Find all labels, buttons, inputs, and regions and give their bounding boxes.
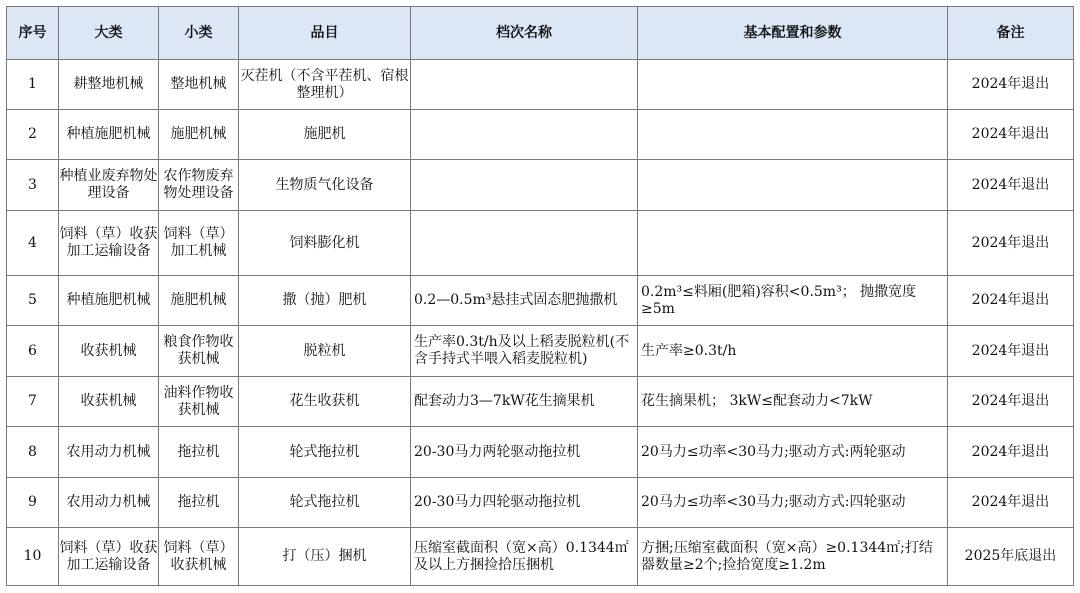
table-row bbox=[7, 326, 1074, 377]
cell-config bbox=[638, 110, 948, 160]
cell-category bbox=[59, 478, 159, 528]
cell-config-text: 方捆;压缩室截面积（宽×高）≥0.1344㎡;打结器数量≥2个;捡拾宽度≥1.2m bbox=[641, 539, 933, 573]
cell-no-text: 8 bbox=[28, 443, 37, 460]
cell-note-text: 2024年退出 bbox=[971, 393, 1050, 409]
cell-note bbox=[948, 377, 1074, 427]
cell-config-text: 20马力≤功率<30马力;驱动方式:两轮驱动 bbox=[641, 443, 906, 460]
cell-item bbox=[239, 110, 411, 160]
cell-category bbox=[59, 276, 159, 326]
cell-no-text: 7 bbox=[28, 393, 37, 409]
cell-category-text: 农用动力机械 bbox=[66, 443, 151, 460]
cell-subcategory-text: 农作物废弃物处理设备 bbox=[163, 168, 234, 201]
cell-category bbox=[59, 160, 159, 211]
cell-note-text: 2024年退出 bbox=[971, 126, 1050, 142]
cell-category-text: 收获机械 bbox=[80, 342, 137, 359]
cell-subcategory bbox=[159, 211, 239, 276]
header-config: 基本配置和参数 bbox=[638, 7, 948, 60]
table-row bbox=[7, 377, 1074, 427]
table-row bbox=[7, 60, 1074, 110]
cell-no bbox=[7, 377, 59, 427]
cell-config-text: 花生摘果机； 3kW≤配套动力<7kW bbox=[641, 393, 873, 409]
cell-item-text: 脱粒机 bbox=[303, 342, 346, 359]
table-header-row bbox=[7, 7, 1074, 60]
cell-item-text: 花生收获机 bbox=[289, 393, 360, 409]
cell-subcategory-text: 拖拉机 bbox=[177, 443, 220, 460]
cell-no-text: 4 bbox=[28, 234, 37, 251]
cell-subcategory-text: 油料作物收获机械 bbox=[163, 384, 234, 418]
cell-note bbox=[948, 276, 1074, 326]
cell-note bbox=[948, 160, 1074, 211]
cell-subcategory bbox=[159, 478, 239, 528]
cell-note-text: 2024年退出 bbox=[971, 234, 1050, 251]
machinery-exit-table bbox=[6, 6, 1074, 586]
cell-note bbox=[948, 60, 1074, 110]
cell-no bbox=[7, 110, 59, 160]
cell-no bbox=[7, 160, 59, 211]
cell-subcategory bbox=[159, 160, 239, 211]
cell-no bbox=[7, 478, 59, 528]
cell-category bbox=[59, 528, 159, 586]
cell-config-text: 生产率≥0.3t/h bbox=[641, 342, 737, 359]
cell-category bbox=[59, 60, 159, 110]
cell-item bbox=[239, 427, 411, 478]
cell-item-text: 饲料膨化机 bbox=[289, 234, 360, 251]
cell-note bbox=[948, 478, 1074, 528]
cell-grade bbox=[411, 110, 638, 160]
cell-note-text: 2024年退出 bbox=[971, 76, 1050, 92]
cell-subcategory-text: 饲料（草）加工机械 bbox=[163, 226, 234, 259]
cell-category-text: 种植施肥机械 bbox=[66, 126, 151, 142]
cell-no bbox=[7, 60, 59, 110]
cell-subcategory bbox=[159, 60, 239, 110]
cell-config bbox=[638, 60, 948, 110]
cell-no bbox=[7, 211, 59, 276]
cell-config bbox=[638, 377, 948, 427]
cell-item bbox=[239, 60, 411, 110]
cell-grade bbox=[411, 427, 638, 478]
cell-config bbox=[638, 160, 948, 211]
cell-item-text: 打（压）捆机 bbox=[282, 548, 367, 564]
table-row bbox=[7, 427, 1074, 478]
cell-note bbox=[948, 427, 1074, 478]
cell-item bbox=[239, 160, 411, 211]
cell-grade-text: 压缩室截面积（宽×高）0.1344㎡及以上方捆捡拾压捆机 bbox=[414, 539, 629, 573]
table-row bbox=[7, 110, 1074, 160]
cell-category-text: 农用动力机械 bbox=[66, 494, 151, 510]
cell-item bbox=[239, 478, 411, 528]
table-row bbox=[7, 160, 1074, 211]
cell-category-text: 收获机械 bbox=[80, 393, 137, 409]
cell-config bbox=[638, 326, 948, 377]
cell-config bbox=[638, 211, 948, 276]
cell-config bbox=[638, 427, 948, 478]
cell-no bbox=[7, 276, 59, 326]
cell-no-text: 2 bbox=[28, 126, 37, 142]
cell-subcategory-text: 整地机械 bbox=[170, 76, 227, 92]
table-row bbox=[7, 478, 1074, 528]
cell-config-text: 0.2m³≤料厢(肥箱)容积<0.5m³； 抛撒宽度≥5m bbox=[641, 283, 917, 317]
cell-subcategory bbox=[159, 528, 239, 586]
cell-subcategory-text: 粮食作物收获机械 bbox=[163, 334, 234, 367]
cell-item bbox=[239, 528, 411, 586]
cell-config bbox=[638, 276, 948, 326]
cell-no-text: 10 bbox=[23, 548, 42, 564]
cell-subcategory-text: 饲料（草）收获机械 bbox=[163, 539, 234, 573]
table-row bbox=[7, 211, 1074, 276]
header-subcategory: 小类 bbox=[159, 7, 239, 60]
policy-table-container bbox=[6, 6, 1074, 586]
cell-no bbox=[7, 528, 59, 586]
cell-subcategory bbox=[159, 377, 239, 427]
cell-item-text: 轮式拖拉机 bbox=[289, 494, 360, 510]
table-row bbox=[7, 276, 1074, 326]
cell-no-text: 5 bbox=[28, 292, 37, 308]
cell-subcategory bbox=[159, 110, 239, 160]
cell-subcategory bbox=[159, 326, 239, 377]
cell-category-text: 饲料（草）收获加工运输设备 bbox=[59, 539, 158, 573]
cell-grade bbox=[411, 211, 638, 276]
cell-grade-text: 生产率0.3t/h及以上稻麦脱粒机(不含手持式半喂入稻麦脱粒机) bbox=[414, 334, 630, 367]
cell-no-text: 9 bbox=[28, 494, 37, 510]
cell-item bbox=[239, 211, 411, 276]
header-no: 序号 bbox=[7, 7, 59, 60]
cell-category bbox=[59, 326, 159, 377]
cell-subcategory bbox=[159, 276, 239, 326]
cell-note bbox=[948, 528, 1074, 586]
cell-item-text: 灭茬机（不含平茬机、宿根整理机） bbox=[240, 67, 409, 101]
cell-item-text: 轮式拖拉机 bbox=[289, 443, 360, 460]
cell-grade-text: 配套动力3—7kW花生摘果机 bbox=[414, 393, 595, 409]
cell-category bbox=[59, 110, 159, 160]
cell-subcategory-text: 拖拉机 bbox=[177, 494, 220, 510]
cell-category-text: 种植业废弃物处理设备 bbox=[59, 168, 158, 201]
cell-note-text: 2024年退出 bbox=[971, 342, 1050, 359]
cell-no-text: 1 bbox=[28, 76, 37, 92]
cell-note-text: 2025年底退出 bbox=[964, 548, 1057, 564]
cell-grade-text: 0.2—0.5m³悬挂式固态肥抛撒机 bbox=[414, 292, 618, 308]
cell-note bbox=[948, 211, 1074, 276]
cell-note-text: 2024年退出 bbox=[971, 443, 1050, 460]
cell-category-text: 耕整地机械 bbox=[73, 76, 144, 92]
cell-grade bbox=[411, 528, 638, 586]
cell-no bbox=[7, 427, 59, 478]
cell-note bbox=[948, 110, 1074, 160]
cell-no bbox=[7, 326, 59, 377]
cell-item-text: 生物质气化设备 bbox=[275, 176, 374, 193]
cell-category bbox=[59, 211, 159, 276]
header-note: 备注 bbox=[948, 7, 1074, 60]
cell-config-text: 20马力≤功率<30马力;驱动方式:四轮驱动 bbox=[641, 494, 906, 510]
cell-note-text: 2024年退出 bbox=[971, 176, 1050, 193]
header-item: 品目 bbox=[239, 7, 411, 60]
cell-grade bbox=[411, 160, 638, 211]
cell-note-text: 2024年退出 bbox=[971, 292, 1050, 308]
cell-config bbox=[638, 478, 948, 528]
header-grade: 档次名称 bbox=[411, 7, 638, 60]
cell-grade bbox=[411, 478, 638, 528]
cell-item-text: 施肥机 bbox=[303, 126, 346, 142]
cell-note-text: 2024年退出 bbox=[971, 494, 1050, 510]
cell-item bbox=[239, 276, 411, 326]
cell-item bbox=[239, 326, 411, 377]
cell-category bbox=[59, 377, 159, 427]
cell-config bbox=[638, 528, 948, 586]
cell-no-text: 3 bbox=[28, 176, 37, 193]
table-row bbox=[7, 528, 1074, 586]
cell-item bbox=[239, 377, 411, 427]
cell-note bbox=[948, 326, 1074, 377]
cell-grade bbox=[411, 276, 638, 326]
cell-grade-text: 20-30马力四轮驱动拖拉机 bbox=[414, 494, 581, 510]
cell-grade bbox=[411, 377, 638, 427]
cell-subcategory-text: 施肥机械 bbox=[170, 126, 227, 142]
cell-category bbox=[59, 427, 159, 478]
cell-category-text: 饲料（草）收获加工运输设备 bbox=[59, 226, 158, 259]
cell-no-text: 6 bbox=[28, 342, 37, 359]
cell-subcategory bbox=[159, 427, 239, 478]
cell-grade bbox=[411, 60, 638, 110]
cell-item-text: 撒（抛）肥机 bbox=[282, 292, 367, 308]
cell-subcategory-text: 施肥机械 bbox=[170, 292, 227, 308]
cell-grade-text: 20-30马力两轮驱动拖拉机 bbox=[414, 443, 581, 460]
cell-category-text: 种植施肥机械 bbox=[66, 292, 151, 308]
cell-grade bbox=[411, 326, 638, 377]
header-category: 大类 bbox=[59, 7, 159, 60]
